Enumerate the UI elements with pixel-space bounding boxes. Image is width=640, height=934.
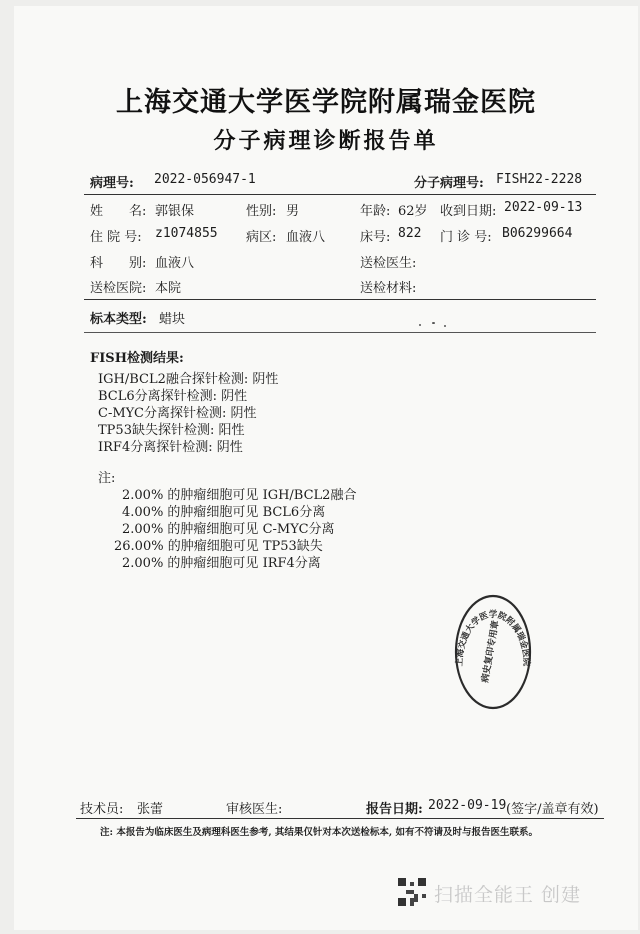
fish-result-igh-bcl2: IGH/BCL2融合探针检测: 阴性 [98,372,279,387]
inpatient-no: z1074855 [155,226,218,241]
fish-result-irf4: IRF4分离探针检测: 阴性 [98,440,243,455]
sending-hospital: 本院 [155,281,182,296]
hospital-name: 上海交通大学医学院附属瑞金医院 [116,87,536,118]
technician-label: 技术员: [80,802,124,817]
specimen-type-label: 标本类型: [90,312,147,327]
dept: 血液八 [155,256,195,271]
received-date: 2022-09-13 [504,200,583,215]
mol-pathology-no-label: 分子病理号: [414,176,484,191]
svg-text:病史复印专用章: 病史复印专用章 [480,619,502,684]
outpatient-no-label: 门 诊 号: [440,230,492,245]
ward-label: 病区: [246,230,277,245]
hospital-seal-stamp [452,590,534,714]
mol-pathology-no: FISH22-2228 [496,172,583,187]
notes-label: 注: [98,471,116,486]
qr-code-icon [398,878,426,906]
technician-name: 张蕾 [137,802,164,817]
dept-label: 科 别: [90,256,147,271]
scan-speck [432,322,435,324]
bed-no: 822 [398,226,422,241]
report-page [14,6,638,930]
patient-name: 郭银保 [155,204,195,219]
specimen-type: 蜡块 [159,312,186,327]
inpatient-no-label: 住 院 号: [90,230,142,245]
divider-specimen [84,332,596,333]
note-line: 2.00% 的肿瘤细胞可见 IGH/BCL2融合 [122,488,357,503]
svg-text:上海交通大学医学院附属瑞金医院: 上海交通大学医学院附属瑞金医院 [454,610,532,667]
note-line: 2.00% 的肿瘤细胞可见 C-MYC分离 [122,522,335,537]
patient-sex: 男 [286,204,300,219]
fish-result-tp53: TP53缺失探针检测: 阳性 [98,423,245,438]
validity-note: (签字/盖章有效) [506,802,599,817]
received-date-label: 收到日期: [440,204,497,219]
fish-result-bcl6: BCL6分离探针检测: 阴性 [98,389,248,404]
report-title: 分子病理诊断报告单 [213,128,439,154]
sending-doctor-label: 送检医生: [360,256,417,271]
scanner-watermark: 扫描全能王 创建 [434,884,582,906]
name-label: 姓 名: [90,204,147,219]
sex-label: 性别: [246,204,277,219]
pathology-no: 2022-056947-1 [154,172,256,187]
scan-speck [419,324,421,326]
bed-label: 床号: [360,230,391,245]
report-date: 2022-09-19 [428,798,507,813]
patient-age: 62岁 [398,204,428,219]
age-label: 年龄: [360,204,391,219]
reviewer-label: 审核医生: [226,802,283,817]
pathology-no-label: 病理号: [90,176,134,191]
note-line: 26.00% 的肿瘤细胞可见 TP53缺失 [114,539,323,554]
note-line: 2.00% 的肿瘤细胞可见 IRF4分离 [122,556,321,571]
fish-heading: FISH检测结果: [90,351,184,366]
divider-info [84,299,596,300]
outpatient-no: B06299664 [502,226,573,241]
fish-result-cmyc: C-MYC分离探针检测: 阴性 [98,406,257,421]
sending-hospital-label: 送检医院: [90,281,147,296]
scan-speck [444,325,446,327]
footer-disclaimer: 注: 本报告为临床医生及病理科医生参考, 其结果仅针对本次送检标本, 如有不符请及时与报告医生联系。 [100,827,539,838]
ward: 血液八 [286,230,326,245]
report-date-label: 报告日期: [366,802,423,817]
divider-top [84,194,596,195]
note-line: 4.00% 的肿瘤细胞可见 BCL6分离 [122,505,326,520]
divider-signature [76,818,604,819]
sample-material-label: 送检材料: [360,281,417,296]
